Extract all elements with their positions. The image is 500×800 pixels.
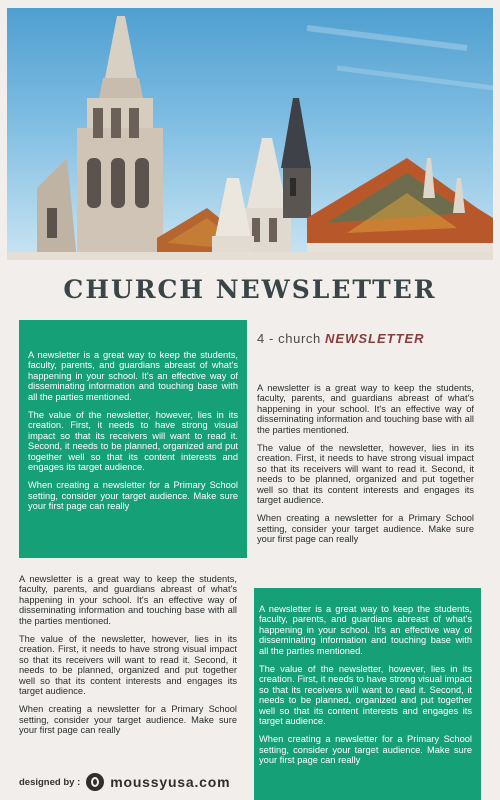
paragraph: When creating a newsletter for a Primary School setting, consider your target audience. Make sure your first page can really xyxy=(19,704,237,736)
paragraph: A newsletter is a great way to keep the students, faculty, parents, and guardians abreast of what's happening in your school. It's an effective way of disseminating information and touching base with all the parties mentioned. xyxy=(19,574,237,626)
page-title: CHURCH NEWSLETTER xyxy=(63,274,437,304)
church-illustration xyxy=(7,8,493,260)
article-block-bottom-left xyxy=(19,574,237,736)
designed-by-label: designed by : xyxy=(19,776,81,788)
section-heading xyxy=(257,331,425,346)
article-block-top-left xyxy=(19,320,247,558)
paragraph: The value of the newsletter, however, lies in its creation. First, it needs to have strong visual impact so that its receivers will want to read it. Second, it needs to be planned, organized and put together well so that its content interests and engages its target audience. xyxy=(19,634,237,697)
paragraph: A newsletter is a great way to keep the students, faculty, parents, and guardians abreast of what's happening in your school. It's an effective way of disseminating information and touching base with all the parties mentioned. xyxy=(257,383,474,435)
paragraph: When creating a newsletter for a Primary School setting, consider your target audience. Make sure your first page can really xyxy=(257,513,474,545)
paragraph: A newsletter is a great way to keep the students, faculty, parents, and guardians abreast of what's happening in your school. It's an effective way of disseminating information and touching base with all the parties mentioned. xyxy=(28,350,238,402)
moussyusa-logo-icon xyxy=(86,773,104,791)
paragraph: A newsletter is a great way to keep the students, faculty, parents, and guardians abreast of what's happening in your school. It's an effective way of disseminating information and touching base with all the parties mentioned. xyxy=(259,604,472,656)
article-block-bottom-right xyxy=(254,588,481,800)
paragraph: When creating a newsletter for a Primary School setting, consider your target audience. Make sure your first page can really xyxy=(259,734,472,766)
designer-credit xyxy=(19,771,230,793)
paragraph: The value of the newsletter, however, lies in its creation. First, it needs to have strong visual impact so that its receivers will want to read it. Second, it needs to be planned, organized and put together well so that its content interests and engages its target audience. xyxy=(28,410,238,473)
paragraph: The value of the newsletter, however, lies in its creation. First, it needs to have strong visual impact so that its receivers will want to read it. Second, it needs to be planned, organized and put together well so that its content interests and engages its target audience. xyxy=(259,664,472,727)
paragraph: The value of the newsletter, however, lies in its creation. First, it needs to have strong visual impact so that its receivers will want to read it. Second, it needs to be planned, organized and put together well so that its content interests and engages its target audience. xyxy=(257,443,474,506)
site-name[interactable]: moussyusa.com xyxy=(110,774,231,790)
title-bar xyxy=(0,264,500,314)
section-heading-emphasis: NEWSLETTER xyxy=(325,331,425,346)
article-block-top-right xyxy=(257,383,474,545)
hero-church-photo xyxy=(7,8,493,260)
section-heading-prefix: 4 - church xyxy=(257,331,326,346)
paragraph: When creating a newsletter for a Primary School setting, consider your target audience. Make sure your first page can really xyxy=(28,480,238,512)
